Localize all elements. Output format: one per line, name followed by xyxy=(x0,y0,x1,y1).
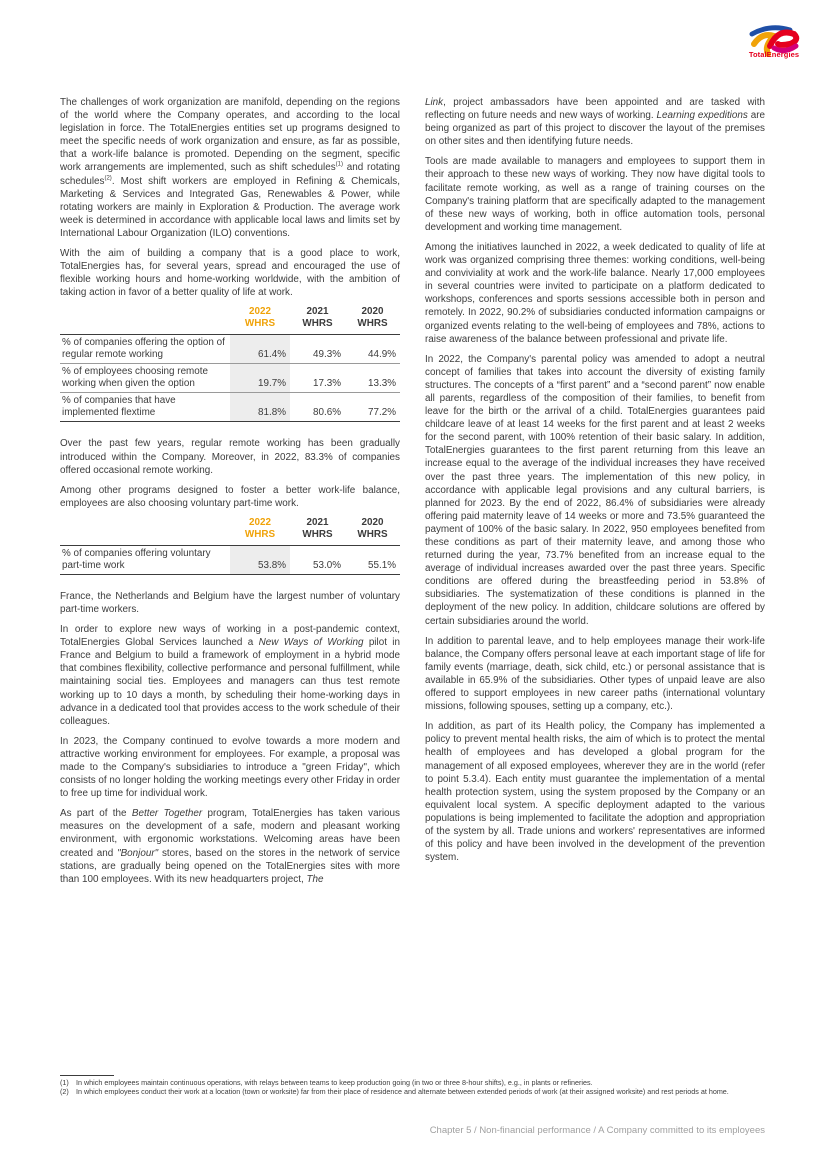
part-time-table xyxy=(60,517,400,575)
paragraph: In addition, as part of its Health policy, the Company has implemented a policy to prevent mental health risks, the aim of which is to protect the mental health of employees and has developed a global program for the management of all exposed employees, wherever they are in the world (refer to point 5.3.4). Each entity must guarantee the implementation of a mental health protection system, using the system proposed by the Company or an equivalent local system. A specific deployment adapted to the various populations is being implemented to facilitate the adoption and appropriation of the system by all. Trade unions and workers' representatives are informed of this policy and have been involved in the development of the prevention system. xyxy=(425,721,765,864)
brand-name: TotalEnergies xyxy=(748,50,800,59)
paragraph: Tools are made available to managers and employees to support them in their approach to these new ways of working. They now have digital tools to facilitate remote working, as well as a range of training courses on the Company's training platform that are specifically adapted to the management of these new ways of working, both in office automation tools, personal development and working time management. xyxy=(425,156,765,233)
header-2020: 2020 WHRS xyxy=(345,306,400,335)
paragraph: France, the Netherlands and Belgium have the largest number of voluntary part-time workers. xyxy=(60,590,400,615)
table-row: % of companies that have implemented flextime 81.8% 80.6% 77.2% xyxy=(60,393,400,422)
paragraph: Over the past few years, regular remote working has been gradually introduced within the Company. Moreover, in 2022, 83.3% of companies offered occasional remote working. xyxy=(60,438,400,476)
header-2022: 2022 WHRS xyxy=(230,517,290,546)
paragraph: Link, project ambassadors have been appointed and are tasked with reflecting on future needs and new ways of working. Learning expeditions are being organized as part of this project to discover the layout of the premises on other sites and then identifying future needs. xyxy=(425,97,765,148)
paragraph: In order to explore new ways of working in a post-pandemic context, TotalEnergies Global Services launched a New Ways of Working pilot in France and Belgium to build a framework of employment in a hybrid mode that combines flexibility, collective performance and personal fulfillment, while maintaining social ties. Employees and managers can thus test remote working up to 10 days a month, by scheduling their home-working days in advance in a dedicated tool that provides access to the work schedule of their colleagues. xyxy=(60,624,400,727)
right-column xyxy=(425,96,765,871)
header-2021: 2021 WHRS xyxy=(290,517,345,546)
paragraph: With the aim of building a company that is a good place to work, TotalEnergies has, for several years, spread and encouraged the use of flexible working hours and home-working worldwide, with the ambition of taking action in favor of a better quality of life at work. xyxy=(60,248,400,299)
paragraph: Among other programs designed to foster a better work-life balance, employees are also choosing voluntary part-time work. xyxy=(60,484,400,509)
paragraph: Among the initiatives launched in 2022, a week dedicated to quality of life at work was organized comprising three themes: working conditions, well-being and conviviality at work and the work-life balance. Nearly 17,000 employees in several countries were invited to participate on a platform dedicated to workshops, conferences and sports sessions accessible both in person and remotely. In 2022, 90.2% of subsidiaries conducted information campaigns or organized events relating to the well-being of employees and 78%, actions to raise awareness of the balance between professional and private life. xyxy=(425,241,765,345)
footnote-divider xyxy=(60,1075,114,1076)
paragraph: In 2022, the Company's parental policy was amended to adopt a neutral concept of families that takes into account the diversity of existing family structures. The concepts of a “first parent” and a “second parent” now enable all parents, regardless of the composition of their families, to benefit from leave for the birth or the arrival of a child. TotalEnergies guarantees paid childcare leave of at least 14 weeks for the first parent and at least 2 weeks for the second parent, with 100% retention of their basic salary. In addition, TotalEnergies guarantees to the first parent returning from this leave an increase equal to the average of the individual increases they have received over the past three years. The implementation of this new policy, in accordance with applicable legal provisions and any cultural barriers, is planned for 2023. By the end of 2022, 86.4% of subsidiaries were already offering paid maternity leave of 14 weeks or more and 73.5% guaranteed the payment of 100% of the basic salary. In 2022, 950 employees benefited from these conditions as part of their maternity leave, and among those who returned during the year, 73.7% benefited from an increase equal to the average of individual increases awarded over the past three years. Specific conditions are offered during the breastfeeding period in 53.8% of subsidiaries. The systematization of these conditions is planned in the deployment of the new policy. In addition, childcare solutions are offered by certain subsidiaries around the world. xyxy=(425,353,765,627)
footnotes xyxy=(60,1078,770,1096)
paragraph: The challenges of work organization are manifold, depending on the regions of the world where the Company operates, and according to the local legislation in force. The TotalEnergies entities set up programs designed to meet the specific needs of work organization and ensure, as far as possible, that a work-life balance is promoted. Depending on the segment, specific work arrangements are implemented, such as shift schedules$^{(1)}$ and rotating schedules$^{(2)}$. Most shift workers are employed in Refining & Chemicals, Marketing & Services and Integrated Gas, Renewables & Power, while rotating workers are mainly in Exploration & Production. The average work week is determined in accordance with applicable local laws and limits set by International Labour Organization (ILO) conventions. xyxy=(60,97,400,239)
totalenergies-logo-icon xyxy=(744,20,804,68)
header-2022: 2022 WHRS xyxy=(230,306,290,335)
page-footer: Chapter 5 / Non-financial performance / A Company committed to its employees xyxy=(429,1125,765,1136)
footnote-1: (1) In which employees maintain continuous operations, with relays between teams to keep production going (in two or three 8-hour shifts), e.g., in plants or refineries. xyxy=(60,1078,593,1087)
footnote-2: (2) In which employees conduct their work at a location (town or worksite) far from their place of residence and alternate between extended periods of work (at their assigned worksite) and rest periods at home. xyxy=(60,1087,729,1096)
header-2020: 2020 WHRS xyxy=(345,517,400,546)
table-row: % of companies offering voluntary part-time work 53.8% 53.0% 55.1% xyxy=(60,545,400,574)
remote-working-table xyxy=(60,306,400,422)
paragraph: As part of the Better Together program, TotalEnergies has taken various measures on the development of a safe, modern and pleasant working environment, with ergonomic workstations. Welcoming areas have been created and "Bonjour" stores, based on the stores in the network of service stations, are gradually being opened on the TotalEnergies sites with more than 100 employees. With its new headquarters project, The xyxy=(60,808,400,885)
table-row: % of employees choosing remote working when given the option 19.7% 17.3% 13.3% xyxy=(60,364,400,393)
header-2021: 2021 WHRS xyxy=(290,306,345,335)
left-column xyxy=(60,96,400,893)
paragraph: In addition to parental leave, and to help employees manage their work-life balance, the Company offers personal leave at each important stage of life for family events (marriage, death, sick child, etc.) or personal assistance that is available in 65.9% of the subsidiaries. Other types of unpaid leave are also offered to support employees in new career paths (international voluntary missions, following spouses, setting up a company, etc.). xyxy=(425,635,765,713)
paragraph: In 2023, the Company continued to evolve towards a more modern and attractive working environment for employees. For example, a proposal was made to the Company's subsidiaries to introduce a "green Friday", which consists of no longer holding the working meetings every other Friday in order to free up time for individual work. xyxy=(60,735,400,800)
table-row: % of companies offering the option of regular remote working 61.4% 49.3% 44.9% xyxy=(60,335,400,364)
